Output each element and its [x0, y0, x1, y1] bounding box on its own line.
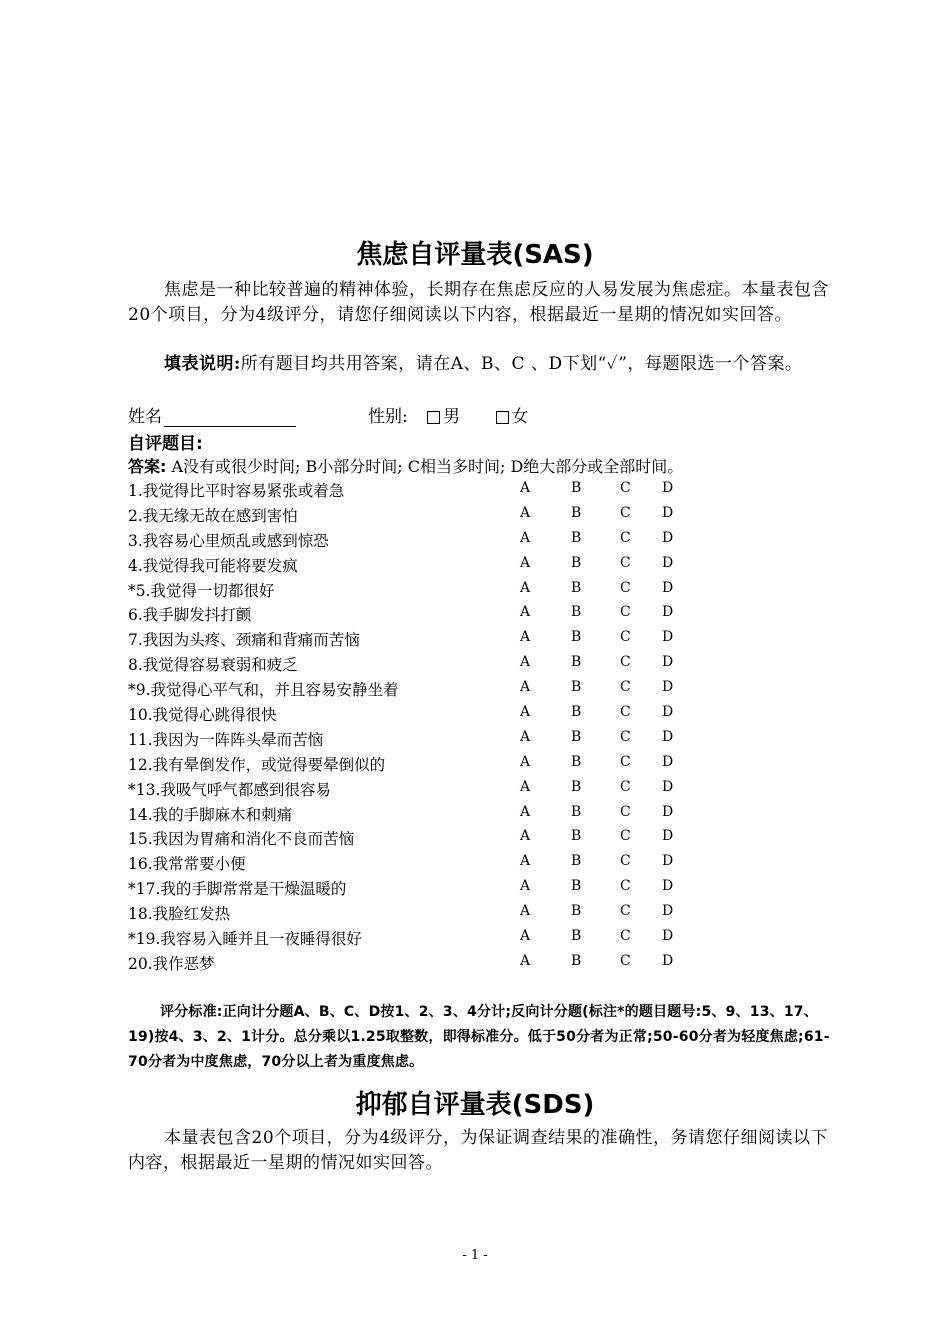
question-row	[128, 628, 688, 653]
scoring-standard: 评分标准:正向计分题A、B、C、D按1、2、3、4分计;反向计分题(标注*的题目题号:5、9、13、17、19)按4、3、2、1计分。总分乘以1.25取整数，即得标准分。低于50分者为正常;50-60分者为轻度焦虑;61-70分者为中度焦虑，70分以上者为重度焦虑。	[128, 1004, 830, 1070]
option-a[interactable]: A	[520, 728, 531, 745]
option-d[interactable]: D	[662, 629, 674, 646]
option-d[interactable]: D	[662, 903, 674, 920]
question-row	[128, 803, 688, 828]
option-d[interactable]: D	[662, 554, 674, 571]
name-label: 姓名	[128, 407, 162, 427]
option-c[interactable]: C	[620, 878, 631, 895]
option-c[interactable]: C	[620, 853, 631, 870]
question-text: 18.我脸红发热	[128, 905, 231, 924]
option-d[interactable]: D	[662, 480, 674, 496]
question-text: 4.我觉得我可能将要发疯	[128, 556, 298, 575]
option-c[interactable]: C	[620, 803, 631, 820]
option-c[interactable]: C	[620, 903, 631, 920]
option-a[interactable]: A	[520, 629, 531, 646]
male-label: 男	[443, 407, 461, 427]
option-a[interactable]: A	[520, 579, 531, 596]
question-text: *13.我吸气呼气都感到很容易	[128, 780, 331, 799]
option-a[interactable]: A	[520, 480, 531, 496]
option-a[interactable]: A	[520, 828, 531, 845]
option-a[interactable]: A	[520, 554, 531, 571]
question-text: 15.我因为胃痛和消化不良而苦恼	[128, 830, 355, 849]
option-a[interactable]: A	[520, 654, 531, 671]
option-b[interactable]: B	[571, 952, 582, 969]
option-a[interactable]: A	[520, 753, 531, 770]
option-b[interactable]: B	[571, 629, 582, 646]
option-d[interactable]: D	[662, 878, 674, 895]
question-row	[128, 504, 688, 529]
option-c[interactable]: C	[620, 828, 631, 845]
name-field[interactable]	[128, 402, 296, 427]
option-c[interactable]: C	[620, 579, 631, 596]
name-input-line[interactable]	[164, 408, 296, 427]
option-c[interactable]: C	[620, 704, 631, 721]
option-b[interactable]: B	[571, 654, 582, 671]
option-d[interactable]: D	[662, 853, 674, 870]
option-d[interactable]: D	[662, 504, 674, 521]
question-text: *19.我容易入睡并且一夜睡得很好	[128, 930, 362, 949]
option-a[interactable]: A	[520, 903, 531, 920]
option-b[interactable]: B	[571, 579, 582, 596]
question-text: *5.我觉得一切都很好	[128, 581, 275, 600]
option-b[interactable]: B	[571, 704, 582, 721]
question-row	[128, 827, 688, 852]
question-text: 12.我有晕倒发作，或觉得要晕倒似的	[128, 755, 386, 774]
option-c[interactable]: C	[620, 629, 631, 646]
option-a[interactable]: A	[520, 952, 531, 969]
option-c[interactable]: C	[620, 679, 631, 696]
question-row	[128, 529, 688, 554]
question-row	[128, 952, 688, 977]
question-list	[128, 479, 688, 977]
question-text: 16.我常常要小便	[128, 855, 246, 874]
option-d[interactable]: D	[662, 753, 674, 770]
option-b[interactable]: B	[571, 529, 582, 546]
option-d[interactable]: D	[662, 654, 674, 671]
option-b[interactable]: B	[571, 728, 582, 745]
option-d[interactable]: D	[662, 778, 674, 795]
sds-title: 抑郁自评量表(SDS)	[355, 1090, 595, 1120]
option-c[interactable]: C	[620, 728, 631, 745]
question-text: 11.我因为一阵阵头晕而苦恼	[128, 730, 324, 749]
option-c[interactable]: C	[620, 504, 631, 521]
items-label: 自评题目:	[128, 434, 203, 454]
question-text: 10.我觉得心跳得很快	[128, 706, 277, 725]
option-d[interactable]: D	[662, 728, 674, 745]
question-row	[128, 927, 688, 952]
gender-field	[368, 402, 529, 427]
option-b[interactable]: B	[571, 504, 582, 521]
question-text: *17.我的手脚常常是干燥温暖的	[128, 880, 347, 899]
question-row	[128, 703, 688, 728]
option-c[interactable]: C	[620, 778, 631, 795]
option-c[interactable]: C	[620, 529, 631, 546]
male-checkbox[interactable]	[427, 411, 440, 424]
option-a[interactable]: A	[520, 778, 531, 795]
gender-label: 性别:	[368, 407, 408, 427]
option-a[interactable]: A	[520, 679, 531, 696]
option-b[interactable]: B	[571, 778, 582, 795]
question-text: 3.我容易心里烦乱或感到惊恐	[128, 531, 329, 550]
option-c[interactable]: C	[620, 654, 631, 671]
question-text: 6.我手脚发抖打颤	[128, 606, 252, 625]
option-b[interactable]: B	[571, 853, 582, 870]
option-b[interactable]: B	[571, 928, 582, 945]
option-c[interactable]: C	[620, 480, 631, 496]
option-d[interactable]: D	[662, 529, 674, 546]
option-d[interactable]: D	[662, 803, 674, 820]
sds-intro: 本量表包含20个项目，分为4级评分，为保证调查结果的准确性，务请您仔细阅读以下内容，根据最近一星期的情况如实回答。	[128, 1128, 828, 1173]
instruction-label: 填表说明:	[164, 354, 241, 374]
female-checkbox[interactable]	[496, 411, 509, 424]
female-label: 女	[511, 407, 529, 427]
option-a[interactable]: A	[520, 928, 531, 945]
option-a[interactable]: A	[520, 704, 531, 721]
option-b[interactable]: B	[571, 604, 582, 621]
option-b[interactable]: B	[571, 679, 582, 696]
option-d[interactable]: D	[662, 579, 674, 596]
option-c[interactable]: C	[620, 952, 631, 969]
option-b[interactable]: B	[571, 878, 582, 895]
question-row	[128, 778, 688, 803]
answer-text: A没有或很少时间; B小部分时间; C相当多时间; D绝大部分或全部时间。	[166, 457, 684, 476]
option-a[interactable]: A	[520, 803, 531, 820]
sas-title: 焦虑自评量表(SAS)	[356, 240, 594, 270]
question-row	[128, 877, 688, 902]
answer-label: 答案:	[128, 457, 167, 476]
option-c[interactable]: C	[620, 604, 631, 621]
question-row	[128, 753, 688, 778]
option-c[interactable]: C	[620, 753, 631, 770]
question-row	[128, 902, 688, 927]
option-a[interactable]: A	[520, 504, 531, 521]
question-row	[128, 603, 688, 628]
question-row	[128, 678, 688, 703]
option-a[interactable]: A	[520, 529, 531, 546]
option-a[interactable]: A	[520, 604, 531, 621]
option-a[interactable]: A	[520, 878, 531, 895]
sas-intro: 焦虑是一种比较普遍的精神体验，长期存在焦虑反应的人易发展为焦虑症。本量表包含20个项目，分为4级评分，请您仔细阅读以下内容，根据最近一星期的情况如实回答。	[128, 280, 829, 325]
question-row	[128, 554, 688, 579]
question-row	[128, 579, 688, 604]
question-text: 8.我觉得容易衰弱和疲乏	[128, 656, 298, 675]
option-d[interactable]: D	[662, 679, 674, 696]
option-b[interactable]: B	[571, 903, 582, 920]
option-d[interactable]: D	[662, 828, 674, 845]
question-row	[128, 479, 688, 504]
option-b[interactable]: B	[571, 480, 582, 496]
answer-legend	[128, 454, 683, 477]
option-a[interactable]: A	[520, 853, 531, 870]
question-text: 20.我作恶梦	[128, 954, 215, 973]
question-text: 2.我无缘无故在感到害怕	[128, 506, 298, 525]
question-text: 7.我因为头疼、颈痛和背痛而苦恼	[128, 631, 360, 650]
question-text: 14.我的手脚麻木和刺痛	[128, 805, 293, 824]
option-c[interactable]: C	[620, 554, 631, 571]
question-row	[128, 728, 688, 753]
option-d[interactable]: D	[662, 604, 674, 621]
fill-instruction	[128, 352, 858, 377]
option-d[interactable]: D	[662, 928, 674, 945]
question-row	[128, 653, 688, 678]
option-b[interactable]: B	[571, 753, 582, 770]
option-b[interactable]: B	[571, 803, 582, 820]
option-d[interactable]: D	[662, 704, 674, 721]
question-row	[128, 852, 688, 877]
question-text: *9.我觉得心平气和，并且容易安静坐着	[128, 681, 399, 700]
option-b[interactable]: B	[571, 554, 582, 571]
page-number: - 1 -	[462, 1248, 488, 1263]
option-d[interactable]: D	[662, 952, 674, 969]
option-b[interactable]: B	[571, 828, 582, 845]
option-c[interactable]: C	[620, 928, 631, 945]
question-text: 1.我觉得比平时容易紧张或着急	[128, 482, 345, 500]
instruction-text: 所有题目均共用答案，请在A、B、C 、D下划“✓”，每题限选一个答案。	[240, 354, 803, 374]
